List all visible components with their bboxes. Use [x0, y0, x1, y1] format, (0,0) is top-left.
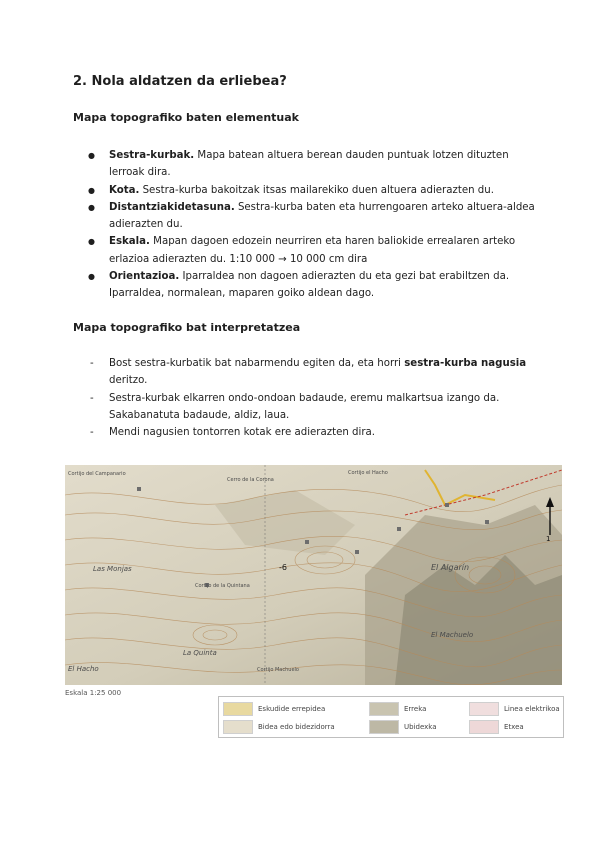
topographic-map [65, 465, 562, 685]
house-icon [469, 720, 499, 734]
river-icon [369, 702, 399, 716]
legend-item [469, 719, 524, 734]
map-label: El Algarín [431, 563, 470, 572]
list-item [88, 355, 538, 390]
legend-item [369, 719, 437, 734]
elements-list [88, 147, 538, 303]
list-item-term: Sestra-kurbak. [109, 150, 195, 161]
legend-label: Bidea edo bidezidorra [258, 722, 335, 731]
legend-label: Etxea [504, 722, 524, 731]
section-title-interpretation: Mapa topografiko bat interpretatzea [73, 321, 301, 334]
map-legend [218, 696, 564, 738]
map-label: Las Monjas [93, 565, 132, 573]
legend-label: Eskudide errepidea [258, 704, 326, 713]
list-item-text: Mapa batean altuera berean dauden puntuak lotzen dituzten lerroak dira. [109, 150, 509, 179]
legend-item [369, 701, 426, 716]
map-label: Cortijo de la Quintana [195, 583, 250, 589]
list-item-text: Sestra-kurba bakoitzak itsas mailarekiko duen altuera adierazten du. [139, 184, 494, 196]
legend-item [223, 701, 325, 716]
map-label: Cortijo del Campanario [68, 471, 126, 477]
list-item-text: Iparraldea non dagoen adierazten du eta gezi bat erabiltzen da. Iparraldea, normalean, maparen goiko aldean dago. [109, 271, 510, 300]
list-item-text: Bost sestra-kurbatik bat nabarmendu egiten da, eta horri [109, 358, 405, 369]
list-item-text: Sestra-kurbak elkarren ondo-ondoan badaude, eremu malkartsua izango da. Sakabanatuta badaude, aldiz, laua. [109, 392, 500, 421]
list-item [88, 182, 538, 199]
interpretation-list [88, 355, 538, 441]
list-item-bold: sestra-kurba nagusia [404, 358, 527, 369]
legend-label: Ubidexka [404, 722, 437, 731]
legend-label: Erreka [404, 704, 427, 713]
list-item [88, 268, 538, 303]
list-item-text: Mendi nagusien tontorren kotak ere adierazten dira. [109, 427, 376, 439]
list-item-term: Eskala. [109, 236, 150, 248]
list-item [88, 147, 538, 182]
list-item-text: Mapan dagoen edozein neurriren eta haren baliokide errealaren arteko erlazioa adierazten du. 1:10 000 → 10 000 cm dira [109, 236, 516, 265]
legend-item [223, 719, 335, 734]
map-label: El Machuelo [431, 631, 474, 639]
map-label: La Quinta [183, 649, 217, 657]
map-label: El Hacho [68, 665, 99, 673]
map-image [65, 465, 562, 685]
legend-label: Linea elektrikoa [504, 704, 560, 713]
list-item-term: Distantziakidetasuna. [109, 201, 235, 213]
list-item [88, 390, 538, 425]
list-item [88, 424, 538, 441]
map-scale: Eskala 1:25 000 [65, 689, 122, 697]
path-icon [223, 720, 253, 734]
map-label: Cortijo el Hacho [348, 470, 388, 476]
map-label: -6 [279, 563, 287, 572]
map-label: Cortijo Machuelo [257, 667, 299, 673]
list-item-text: deritzo. [109, 375, 148, 387]
road-icon [223, 702, 253, 716]
list-item-text: Sestra-kurba baten eta hurrengoaren arteko altuera-aldea adierazten du. [109, 201, 535, 231]
list-item-term: Kota. [109, 184, 140, 196]
list-item [88, 199, 538, 234]
page-heading: 2. Nola aldatzen da erliebea? [73, 74, 287, 89]
list-item [88, 233, 538, 268]
map-label: Cerro de la Corona [227, 477, 274, 483]
legend-item [469, 701, 560, 716]
section-title-elements: Mapa topografiko baten elementuak [73, 111, 299, 124]
canal-icon [369, 720, 399, 734]
powerline-icon [469, 702, 499, 716]
list-item-term: Orientazioa. [109, 271, 180, 283]
map-label: 1 [546, 535, 551, 543]
